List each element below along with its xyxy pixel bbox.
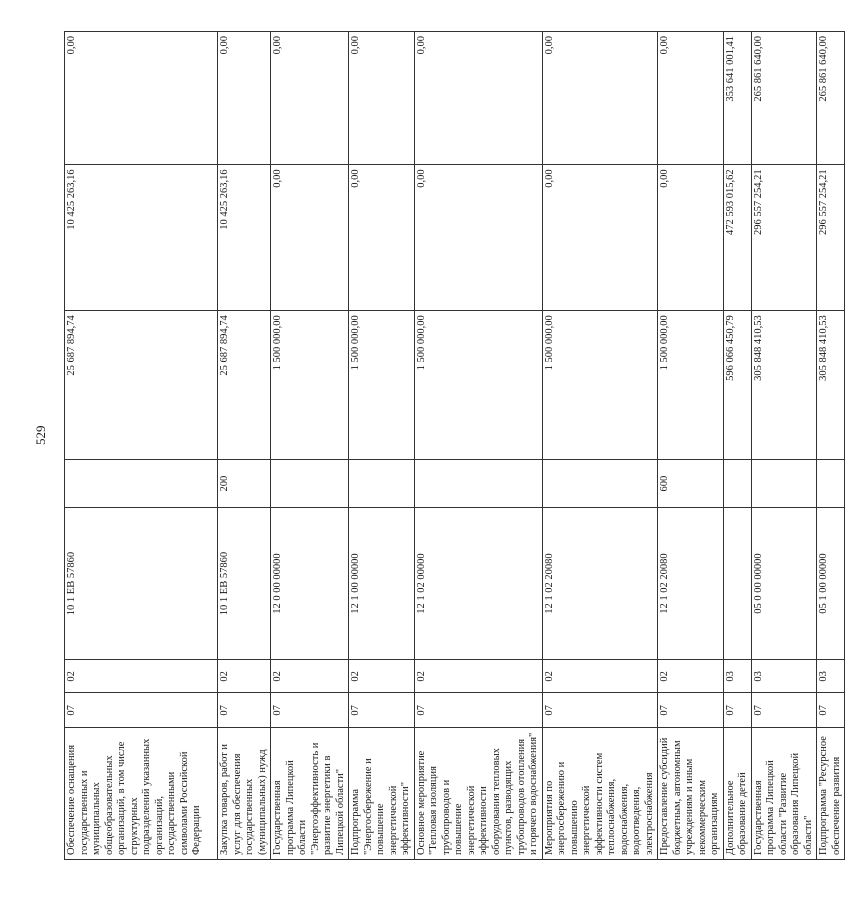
amount-2: 0,00 [414, 165, 542, 311]
amount-1: 25 687 894,74 [218, 311, 271, 460]
budget-table-body [65, 32, 845, 860]
amount-3: 0,00 [271, 32, 349, 165]
item-name: Государственная программа Липецкой области "Энергоэффективность и развитие энергетики в Липецкой области" [271, 728, 349, 860]
item-name: Мероприятия по энергосбережению и повышению энергетической эффективности систем теплоснабжения, водоснабжения, водоотведения, электроснабжения [542, 728, 658, 860]
amount-1: 1 500 000,00 [542, 311, 658, 460]
amount-2: 296 557 254,21 [751, 165, 817, 311]
target-article-code: 10 1 ЕВ 57860 [65, 507, 218, 659]
target-article-code: 12 1 00 00000 [349, 507, 415, 659]
amount-2: 10 425 263,16 [218, 165, 271, 311]
amount-2: 296 557 254,21 [817, 165, 845, 311]
target-article-code: 05 1 00 00000 [817, 507, 845, 659]
item-name: Подпрограмма "Энергосбережение и повышение энергетической эффективности" [349, 728, 415, 860]
amount-2: 0,00 [349, 165, 415, 311]
subsection-code: 02 [271, 660, 349, 693]
section-code: 07 [817, 693, 845, 728]
table-row [414, 32, 542, 860]
expense-type-code [723, 460, 751, 508]
section-code: 07 [751, 693, 817, 728]
table-row [817, 32, 845, 860]
section-code: 07 [65, 693, 218, 728]
budget-table [64, 31, 845, 860]
table-row [65, 32, 218, 860]
subsection-code: 02 [218, 660, 271, 693]
table-row [349, 32, 415, 860]
section-code: 07 [542, 693, 658, 728]
amount-3: 0,00 [414, 32, 542, 165]
subsection-code: 02 [658, 660, 724, 693]
section-code: 07 [271, 693, 349, 728]
subsection-code: 02 [349, 660, 415, 693]
subsection-code: 03 [723, 660, 751, 693]
amount-1: 1 500 000,00 [658, 311, 724, 460]
amount-1: 1 500 000,00 [414, 311, 542, 460]
table-row [218, 32, 271, 860]
expense-type-code: 600 [658, 460, 724, 508]
expense-type-code [414, 460, 542, 508]
subsection-code: 03 [751, 660, 817, 693]
table-row [271, 32, 349, 860]
section-code: 07 [349, 693, 415, 728]
target-article-code: 12 1 02 00000 [414, 507, 542, 659]
expense-type-code [542, 460, 658, 508]
amount-1: 25 687 894,74 [65, 311, 218, 460]
amount-2: 0,00 [271, 165, 349, 311]
expense-type-code [271, 460, 349, 508]
item-name: Государственная программа Липецкой области "Развитие образования Липецкой области" [751, 728, 817, 860]
item-name: Закупка товаров, работ и услуг для обеспечения государственных (муниципальных) нужд [218, 728, 271, 860]
expense-type-code: 200 [218, 460, 271, 508]
target-article-code: 10 1 ЕВ 57860 [218, 507, 271, 659]
amount-3: 0,00 [218, 32, 271, 165]
amount-3: 0,00 [349, 32, 415, 165]
subsection-code: 02 [65, 660, 218, 693]
amount-2: 472 593 015,62 [723, 165, 751, 311]
subsection-code: 03 [817, 660, 845, 693]
section-code: 07 [723, 693, 751, 728]
amount-1: 1 500 000,00 [349, 311, 415, 460]
item-name: Обеспечение оснащения государственных и муниципальных общеобразовательных организаций, в том числе структурных подразделений указанных организаций, государственными символами Российской Федерации [65, 728, 218, 860]
target-article-code: 12 1 02 20080 [542, 507, 658, 659]
amount-3: 0,00 [65, 32, 218, 165]
section-code: 07 [414, 693, 542, 728]
target-article-code [723, 507, 751, 659]
item-name: Подпрограмма "Ресурсное обеспечение развития [817, 728, 845, 860]
table-row [542, 32, 658, 860]
target-article-code: 12 0 00 00000 [271, 507, 349, 659]
section-code: 07 [218, 693, 271, 728]
rotated-table-container [64, 31, 842, 860]
amount-3: 0,00 [658, 32, 724, 165]
amount-1: 305 848 410,53 [751, 311, 817, 460]
amount-1: 596 066 450,79 [723, 311, 751, 460]
table-row [751, 32, 817, 860]
amount-1: 1 500 000,00 [271, 311, 349, 460]
item-name: Основное мероприятие "Тепловая изоляция трубопроводов и повышение энергетической эффективности оборудования тепловых пунктов, разводящих трубопроводов отопления и горячего водоснабжения" [414, 728, 542, 860]
amount-2: 10 425 263,16 [65, 165, 218, 311]
item-name: Дополнительное образование детей [723, 728, 751, 860]
amount-3: 265 861 640,00 [751, 32, 817, 165]
table-row [658, 32, 724, 860]
page-number: 529 [33, 425, 48, 445]
amount-2: 0,00 [542, 165, 658, 311]
amount-1: 305 848 410,53 [817, 311, 845, 460]
target-article-code: 05 0 00 00000 [751, 507, 817, 659]
subsection-code: 02 [414, 660, 542, 693]
expense-type-code [817, 460, 845, 508]
subsection-code: 02 [542, 660, 658, 693]
expense-type-code [349, 460, 415, 508]
expense-type-code [751, 460, 817, 508]
expense-type-code [65, 460, 218, 508]
table-row [723, 32, 751, 860]
amount-2: 0,00 [658, 165, 724, 311]
item-name: Предоставление субсидий бюджетным, автономным учреждениям и иным некоммерческим организациям [658, 728, 724, 860]
amount-3: 265 861 640,00 [817, 32, 845, 165]
amount-3: 353 641 001,41 [723, 32, 751, 165]
amount-3: 0,00 [542, 32, 658, 165]
section-code: 07 [658, 693, 724, 728]
target-article-code: 12 1 02 20080 [658, 507, 724, 659]
